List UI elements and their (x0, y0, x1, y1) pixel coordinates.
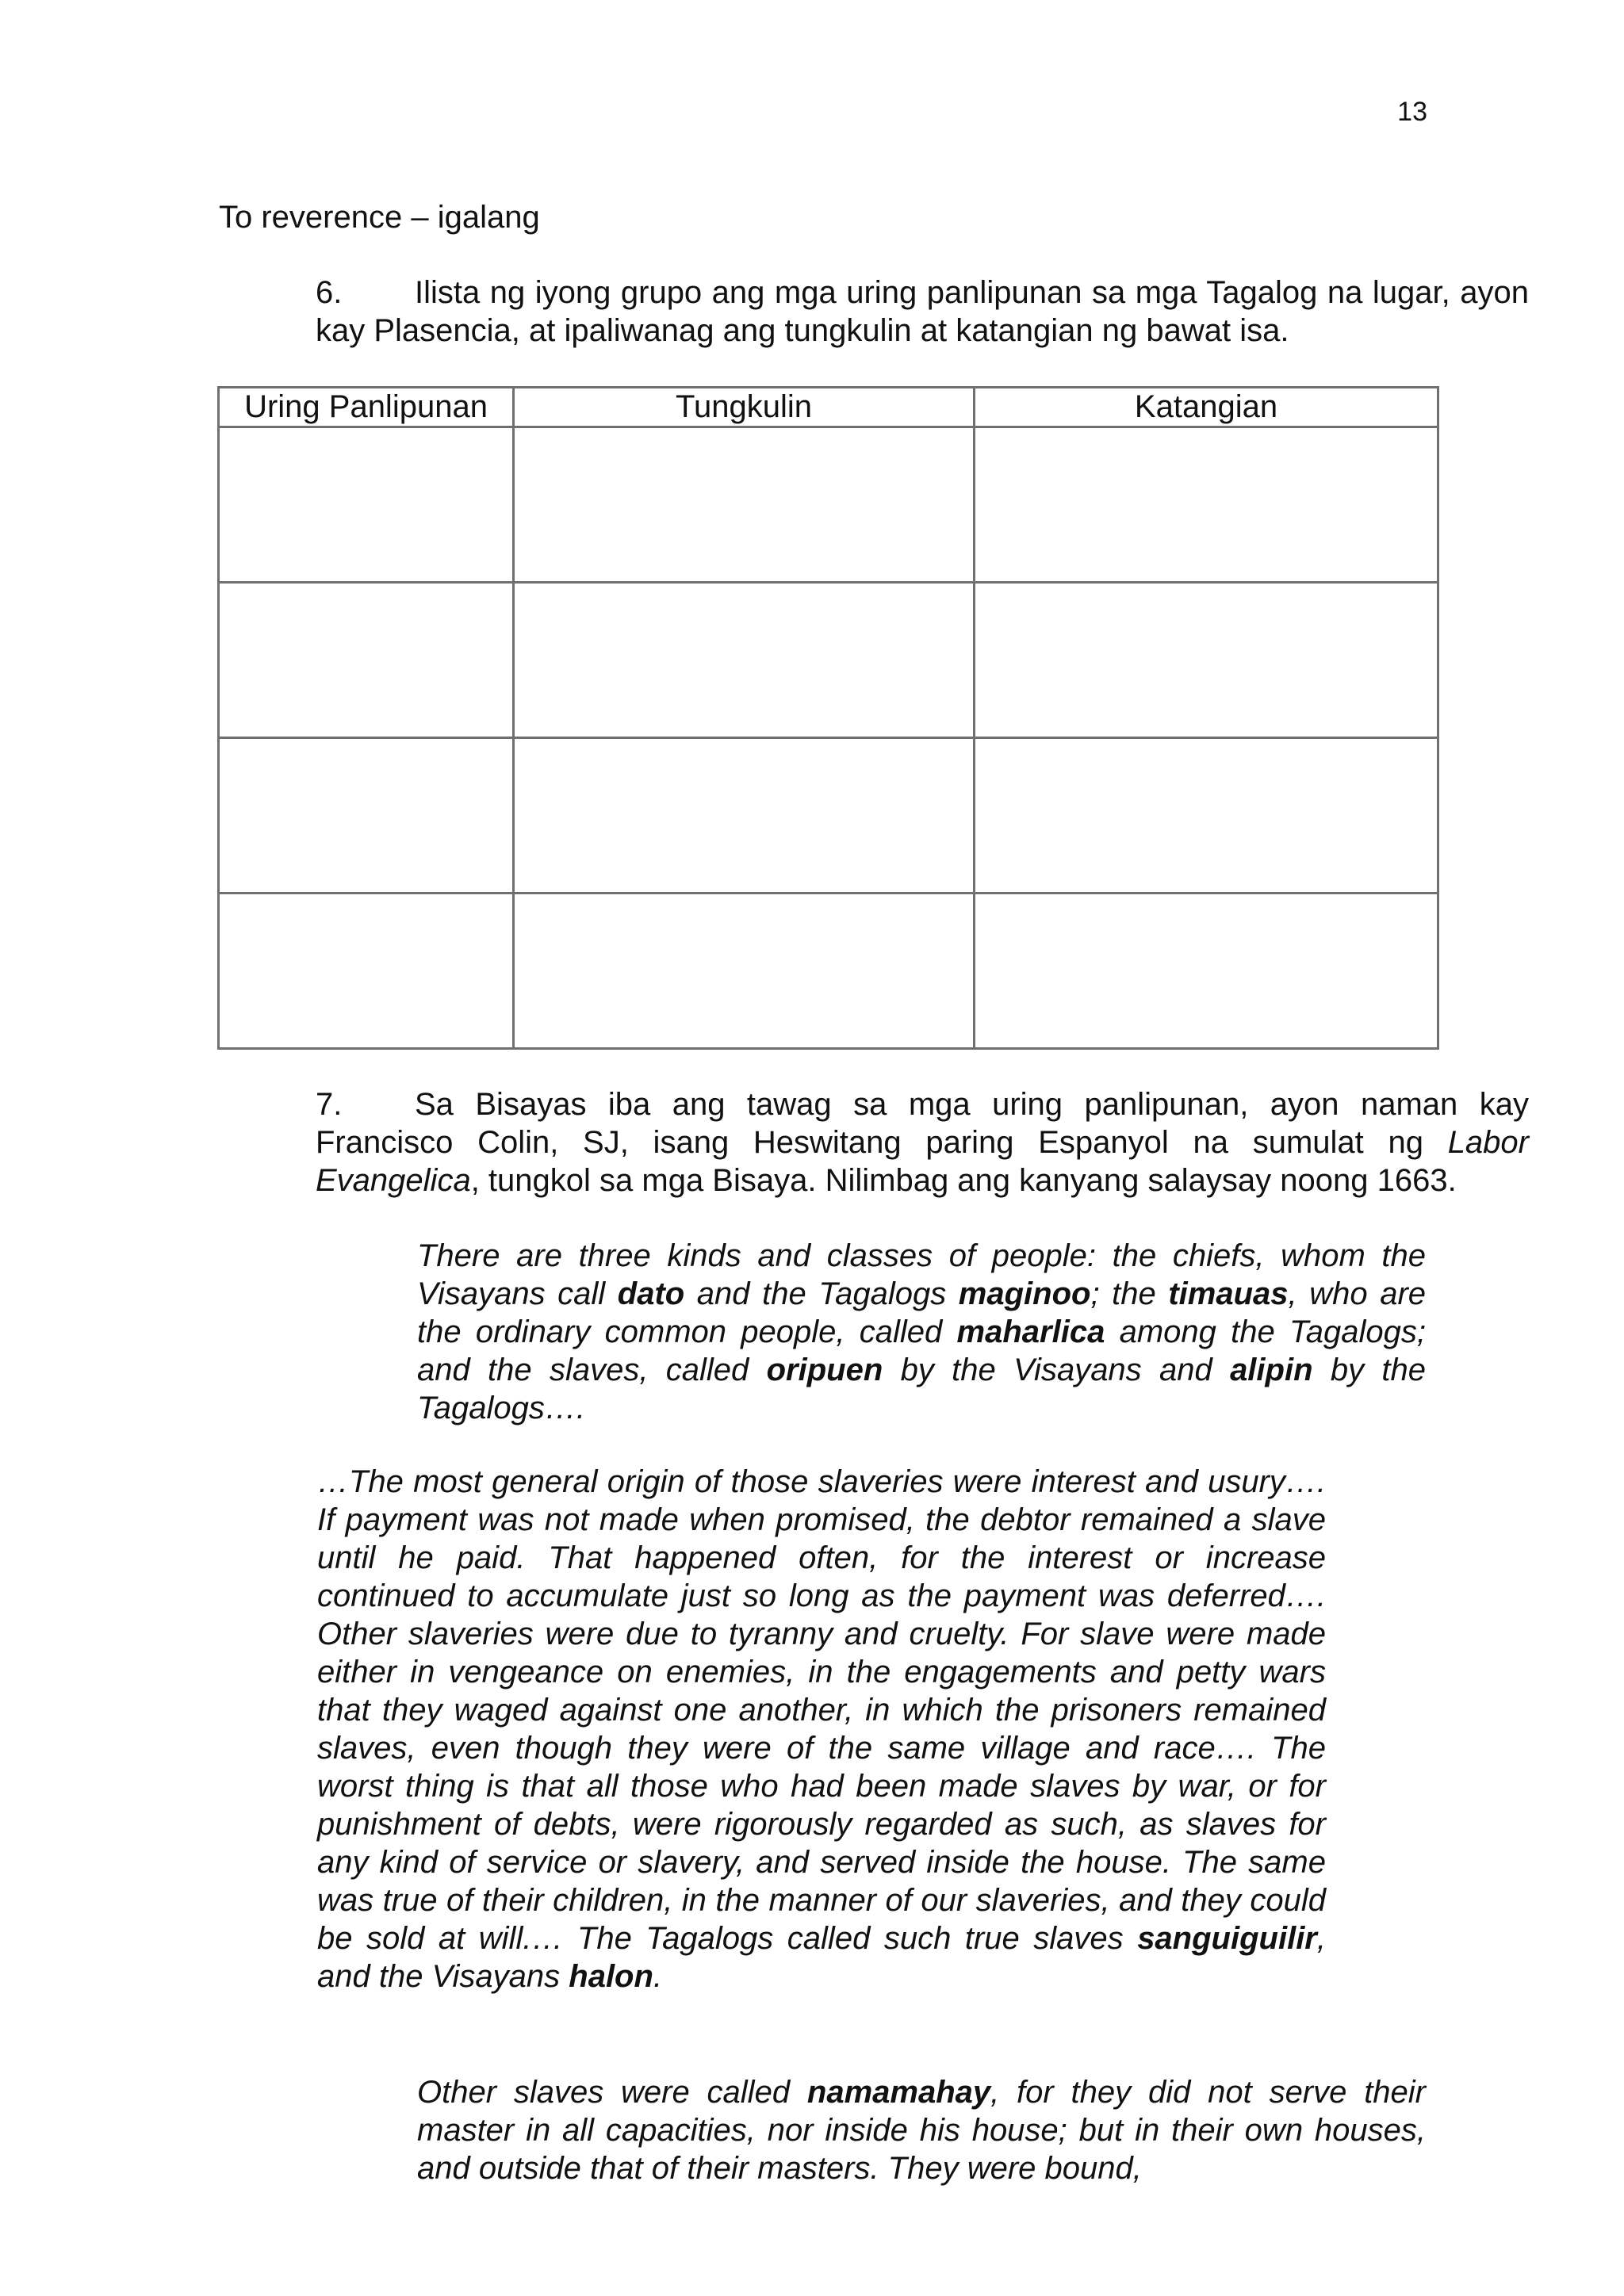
answer-cell[interactable] (219, 427, 514, 583)
table-row (219, 894, 1438, 1049)
term-halon: halon (569, 1959, 653, 1994)
quote-paragraph-2 (317, 1463, 1326, 1996)
item-6-number: 6. (316, 275, 343, 310)
term-sanguiguilir: sanguiguilir (1137, 1921, 1317, 1956)
item-6-text: Ilista ng iyong grupo ang mga uring panlipunan sa mga Tagalog na lugar, ayon kay Plasencia, at ipaliwanag ang tungkulin at katangian ng bawat isa. (316, 275, 1529, 348)
answer-cell[interactable] (975, 427, 1438, 583)
answer-cell[interactable] (219, 894, 514, 1049)
term-maginoo: maginoo (958, 1276, 1091, 1311)
quote-text: by the Visayans and (883, 1353, 1231, 1387)
quote-text: and the Tagalogs (684, 1276, 959, 1311)
quote-text: by the Tagalogs…. (417, 1353, 1426, 1425)
header-uring-panlipunan: Uring Panlipunan (219, 388, 514, 427)
quote-text: , for they did not serve their master in all capacities, nor inside his house; but in their own houses, and outside that of their masters. They were bound, (417, 2075, 1427, 2186)
term-namamahay: namamahay (806, 2075, 991, 2110)
table-header-row (219, 388, 1438, 427)
page-number: 13 (1397, 97, 1427, 127)
vocab-line: To reverence – igalang (219, 200, 540, 235)
quote-text: . (653, 1959, 663, 1994)
item-7-number: 7. (316, 1087, 343, 1122)
table-row (219, 583, 1438, 738)
term-alipin: alipin (1230, 1353, 1313, 1387)
term-dato: dato (617, 1276, 685, 1311)
book-title: Labor Evangelica (316, 1125, 1529, 1198)
quote-text: among the Tagalogs; and the slaves, called (417, 1314, 1426, 1387)
quote-text: , and the Visayans (317, 1921, 1326, 1994)
quote-text: Other slaves were called (417, 2075, 807, 2110)
answer-cell[interactable] (514, 427, 975, 583)
quote-paragraph-3 (317, 2073, 1426, 2187)
header-tungkulin: Tungkulin (514, 388, 975, 427)
quote-text: There are three kinds and classes of people: the chiefs, whom the Visayans call (417, 1238, 1426, 1311)
answer-cell[interactable] (514, 583, 975, 738)
table-row (219, 738, 1438, 894)
item-6-paragraph (219, 274, 1529, 350)
item-7-text: Sa Bisayas iba ang tawag sa mga uring panlipunan, ayon naman kay Francisco Colin, SJ, isang Heswitang paring Espanyol na sumulat ng (316, 1087, 1529, 1160)
answer-cell[interactable] (975, 738, 1438, 894)
answer-cell[interactable] (219, 583, 514, 738)
quote-text: , who are the ordinary common people, called (417, 1276, 1427, 1349)
answer-cell[interactable] (219, 738, 514, 894)
header-katangian: Katangian (975, 388, 1438, 427)
answer-cell[interactable] (975, 894, 1438, 1049)
item-7-text-end: , tungkol sa mga Bisaya. Nilimbag ang kanyang salaysay noong 1663. (470, 1163, 1457, 1198)
term-timauas: timauas (1168, 1276, 1289, 1311)
quote-text: ; the (1090, 1276, 1169, 1311)
table-row (219, 427, 1438, 583)
quote-text: …The most general origin of those slaveries were interest and usury…. If payment was not made when promised, the debtor remained a slave until he paid. That happened often, for the interest or increase continued to accumulate just so long as the payment was deferred…. Other slaveries were due to tyranny and cruelty. For slave were made either in vengeance on enemies, in the engagements and petty wars that they waged against one another, in which the prisoners remained slaves, even though they were of the same village and race…. The worst thing is that all those who had been made slaves by war, or for punishment of debts, were rigorously regarded as such, as slaves for any kind of service or slavery, and served inside the house. The same was true of their children, in the manner of our slaveries, and they could be sold at will.… The Tagalogs called such true slaves (317, 1464, 1326, 1956)
answer-cell[interactable] (975, 583, 1438, 738)
quote-paragraph-1 (317, 1237, 1426, 1427)
item-7-paragraph (219, 1085, 1529, 1200)
term-maharlica: maharlica (956, 1314, 1105, 1349)
term-oripuen: oripuen (766, 1353, 883, 1387)
social-class-table (217, 386, 1439, 1050)
answer-cell[interactable] (514, 894, 975, 1049)
answer-cell[interactable] (514, 738, 975, 894)
